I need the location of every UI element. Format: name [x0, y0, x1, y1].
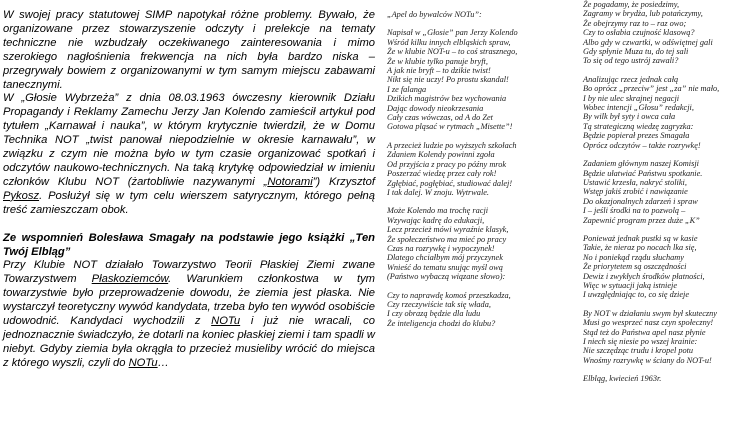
notorami-link[interactable]: Notorami — [267, 175, 313, 188]
paragraph-plaskoziemcy-b: . Warunkiem członkostwa w tym towarzystwie było przeprowadzenie dowodu, że ziemia jest płaska. Nie wystarczył teoretyczny wywód kandydata, trzeba było ten wywód osobiście udowodnić. Kandydaci wychodzili z — [3, 273, 375, 328]
poem-stanza: Ponieważ jednak pustki są w kasie Takie, że nieraz po nocach lka się, No i poniekąd rządu słuchamy Że priorytetem są oszczędności Dewiz i zwykłych środków płatności, Więc w sytuacji jaką istnieje I uwzględniając to, co się dzieje — [583, 233, 705, 300]
paragraph-plaskoziemcy — [3, 259, 375, 370]
poem-column-left — [387, 10, 571, 337]
poem-stanza: A przecież ludzie po wyższych szkołach Zdaniem Kolendy powinni zgoła Od przyjścia z pracy po późny mrok Poszerzać wiedzę przez cały rok! Zgłębiać, pogłębiać, studiować dalej! I tak dalej. W znoju. Wytrwale. — [387, 140, 517, 197]
notu-link-2[interactable]: NOTu — [128, 356, 158, 369]
poem-title: „Apel do bywalców NOTu”: — [387, 10, 482, 19]
paragraph-plaskoziemcy-a: Przy Klubie NOT działało Towarzystwo Teorii Płaskiej Ziemi zwane Towarzystwem — [3, 259, 375, 286]
article-text — [3, 9, 375, 371]
poem-stanza: Zadaniem głównym naszej Komisji Będzie ułatwiać Państwu spotkanie. Ustawić krzesła, nakryć stoliki, Wstęp jakiś zrobić i nawiązanie Do okazjonalnych zdarzeń i spraw I – jeśli środki na to pozwolą – Zapewnić program przez duże „K” — [583, 159, 703, 225]
poem-stanza: By NOT w działaniu swym był skuteczny Musi go wesprzeć nasz czyn społeczny! Stąd też do Państwa apel nasz płynie I niech się niesie po wszej krainie: Nie szczędząc trudu i kropel potu Wnośmy rozrywkę w ściany do NOT-u! — [583, 308, 717, 365]
paragraph-plaskoziemcy-c: i już nie wracali, co jednoznacznie świadczyło, że dotarli na koniec płaskiej ziemi i tam spadli w niebyt. Gdyby ziemia była okrągła to przecież musieliby wrócić do miejsca z którego wyszli, czyli do — [3, 315, 375, 369]
paragraph-gap — [3, 218, 375, 232]
plaskoziemcow-link[interactable]: Płaskoziemców — [91, 273, 169, 286]
notu-link-1[interactable]: NOTu — [211, 315, 241, 328]
poem-stanza: Czy to naprawdę komoś przeszkadza, Czy rzeczywiście tak się włada, I czy obrazą będzie dla ludu Że inteligencja chodzi do klubu? — [387, 290, 511, 328]
poem-stanza: Może Kolendo ma trochę racji Wzywając kadrę do edukacji, Lecz przecież mówi wyraźnie klasyk, Że społeczeństwo ma mieć po pracy Czas na rozrywkę i wypoczynek! Dlatego chciałbym mój przyczynek Wnieść do tematu snując myśl ową (Państwo wybaczą wiązane słowo): — [387, 206, 509, 282]
pykosz-link[interactable]: Pykosz — [3, 189, 40, 202]
section-heading: Ze wspomnień Bolesława Smagały na podstawie jego książki „Ten Twój Elbląg” — [3, 231, 375, 258]
poem-stanza: Że pogadamy, że posiedzimy, Zagramy w brydża, lub potańczymy, Że obejrzymy raz to – raz owo; Czy to osłabia czujność klasową? Albo gdy w czwartki, w odświętnej gali Gdy spłynie Muza tu, do tej sali To się od tego ustrój zawali? — [583, 0, 713, 66]
paragraph-plaskoziemcy-d: … — [157, 356, 169, 369]
paragraph-kolendo-b: ”) Krzysztof — [312, 175, 375, 188]
paragraph-intro: W swojej pracy statutowej SIMP napotykał różne problemy. Bywało, że organizowane przez stowarzyszenie odczyty i prelekcje na tematy techniczne nie wzbudzały oczekiwanego zainteresowania i mimo szerokiego nagłośnienia frekwencja na nich była bardzo niska – przegrywały bowiem z organizowanymi w tym samym miejscu zabawami tanecznymi. — [3, 9, 375, 91]
poem-stanza: Analizując rzecz jednak całą Bo oprócz „przeciw” jest „za” nie mało, I by nie ulec skrajnej negacji Wobec intencji „Głosu” redakcji, By wilk był syty i owca cała Tą strategiczną wiedzę zagryzka: Będzie popierał prezes Smagała Oprócz odczytów – także rozrywkę! — [583, 74, 720, 150]
paragraph-kolendo-a: W „Głosie Wybrzeża” z dnia 08.03.1963 ówczesny kierownik Działu Propagandy i Reklamy Zamechu Jerzy Jan Kolendo zamieścił artykuł pod tytułem „Karnawał i nauka”, w którym krytycznie twierdził, że w Domu Technika NOT „twist panował niepodzielnie w okresie karnawału”, w związku z czym nie można było w tym czasie organizować spotkań i odczytów naukowo-technicznych. Na taką krytykę odpowiedział w imieniu członków Klubu NOT (żartobliwie nazywanymi „ — [3, 92, 375, 188]
poem-date: Elbląg, kwiecień 1963r. — [583, 374, 662, 384]
poem-scan — [381, 0, 755, 430]
poem-column-right — [583, 0, 755, 384]
paragraph-kolendo-c: . Posłużył się w tym celu wierszem satyrycznym, którego pełną treść zamieszczam obok. — [3, 189, 375, 216]
paragraph-kolendo — [3, 92, 375, 217]
poem-stanza: Napisał w „Głosie” pan Jerzy Kolendo Wśród kilku innych elbląskich spraw, Że w klubie NOT-u – to coś strasznego, Że w klubie tylko panuje bryft, A jak nie bryft – to dzikie twist! Nikt się nie uczy! Po prostu skandal! I ze falanga Dzikich magistrów bez wychowania Dając dowody nieokrzesania Cały czas wówczas, od A do Zet Gotowa pląsać w rytmach „Misette”! — [387, 28, 518, 132]
